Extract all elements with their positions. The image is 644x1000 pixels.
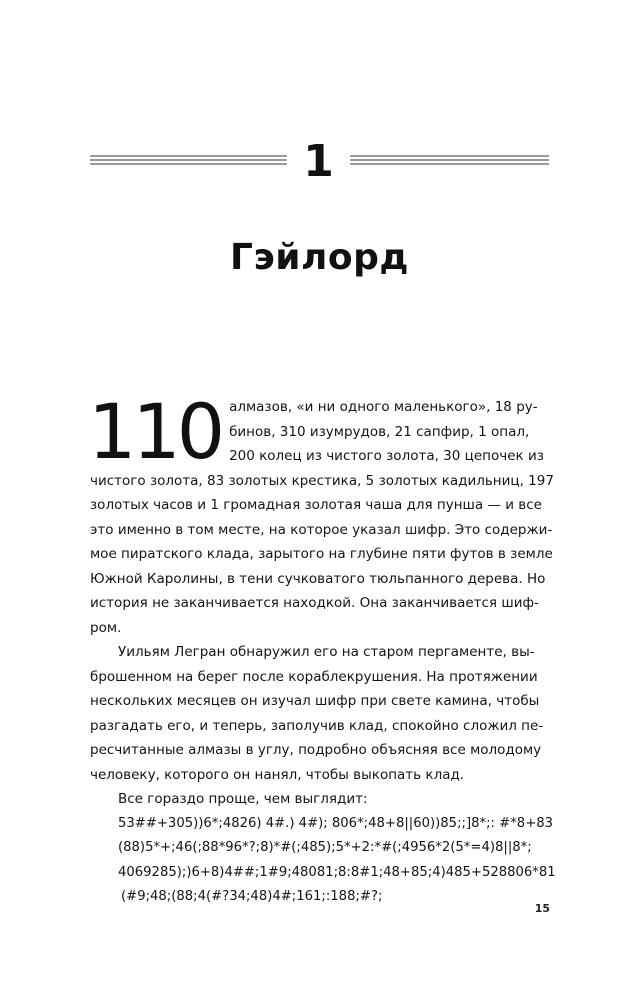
cipher-line: 4069285);)6+8)4##;1#9;48081;8:8#1;48+85;4)485+528806*81	[118, 864, 556, 880]
cipher-block	[90, 812, 556, 910]
chapter-rule-left	[90, 155, 287, 166]
cipher-line: (88)5*+;46(;88*96*?;8)*#(;485);5*+2:*#(;4956*2(5*=4)8||8*;	[118, 840, 532, 855]
cipher-line: (#9;48;(88;4(#?34;48)4#;161;:188;#?;	[121, 889, 383, 904]
text-line: ресчитанные алмазы в углу, подробно объясняя все молодому	[90, 742, 542, 758]
chapter-number: 1	[303, 136, 334, 187]
body-text	[88, 387, 556, 910]
text-line: разгадать его, и теперь, заполучив клад, спокойно сложил пе-	[90, 717, 544, 734]
paragraph-3: Все гораздо проще, чем выглядит:	[118, 791, 368, 807]
text-line: Южной Каролины, в тени сучковатого тюльпанного дерева. Но	[90, 570, 546, 587]
text-line: бинов, 310 изумрудов, 21 сапфир, 1 опал,	[229, 423, 530, 440]
text-line: ром.	[90, 619, 122, 636]
text-line: человеку, которого он нанял, чтобы выкопать клад.	[90, 766, 465, 783]
text-line: это именно в том месте, на которое указал шифр. Это содержи-	[90, 521, 553, 538]
page-number: 15	[534, 902, 550, 915]
text-line: алмазов, «и ни одного маленького», 18 ру-	[229, 399, 538, 415]
cipher-line: 53##+305))6*;4826) 4#.) 4#); 806*;48+8||60))85;;]8*;: #*8+83	[118, 815, 554, 831]
text-line: чистого золота, 83 золотых крестика, 5 золотых кадильниц, 197	[90, 472, 554, 489]
text-line: мое пиратского клада, зарытого на глубине пяти футов в земле	[90, 546, 553, 562]
text-line: брошенном на берег после кораблекрушения. На протяжении	[90, 668, 538, 685]
dropcap: 110	[88, 387, 222, 476]
text-line: нескольких месяцев он изучал шифр при свете камина, чтобы	[90, 693, 540, 709]
text-line: история не заканчивается находкой. Она заканчивается шиф-	[90, 595, 539, 611]
chapter-rule-right	[350, 155, 549, 166]
text-line: Уильям Легран обнаружил его на старом пергаменте, вы-	[118, 644, 535, 660]
text-line: 200 колец из чистого золота, 30 цепочек из	[229, 448, 544, 464]
chapter-title: Гэйлорд	[230, 237, 409, 278]
paragraph-2	[90, 640, 549, 787]
text-line: золотых часов и 1 громадная золотая чаша для пунша — и все	[90, 497, 542, 513]
